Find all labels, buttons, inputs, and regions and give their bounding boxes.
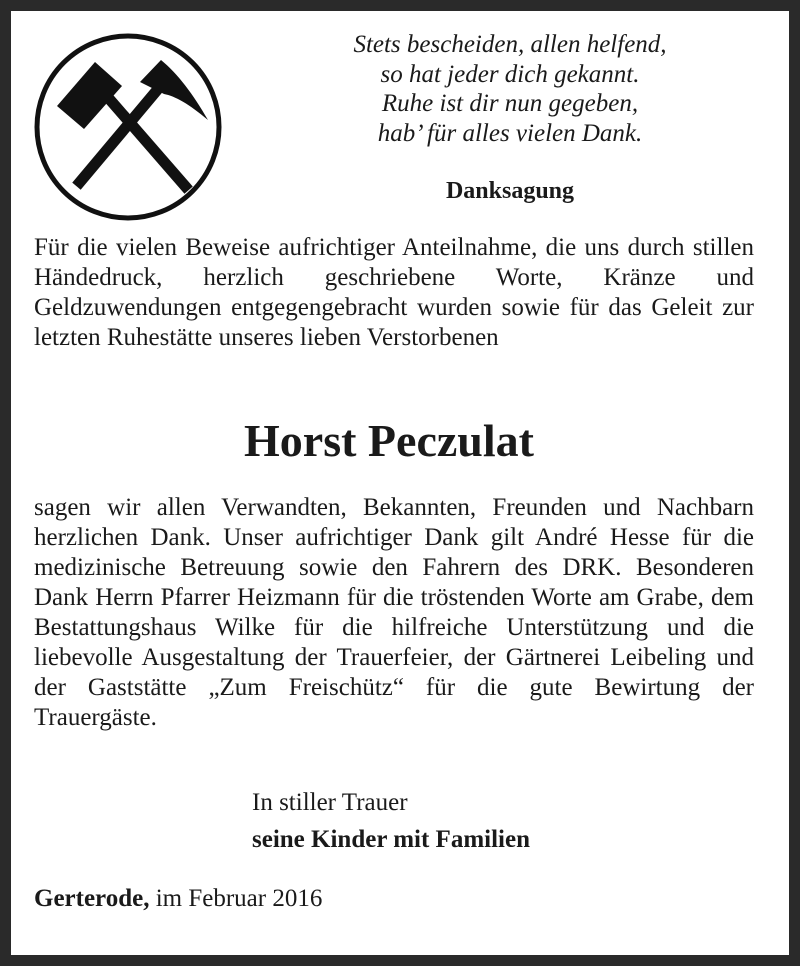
place-date (34, 884, 322, 914)
poem-line: Stets bescheiden, allen helfend, (353, 31, 667, 58)
poem-line: hab’ für alles vielen Dank. (377, 119, 643, 147)
place: Gerterode, (34, 885, 150, 912)
heading: Danksagung (445, 178, 575, 204)
signature: seine Kinder mit Familien (252, 826, 530, 853)
thanks-paragraph-2: sagen wir allen Verwandten, Bekannten, Freunden und Nachbarn herzlichen Dank. Unser aufrichtiger Dank gilt André Hesse für die medizinische Betreuung sowie den Fahrern des DRK. Besonderen Dank Herrn Pfarrer Heizmann für die tröstenden Worte am Grabe, dem Bestattungshaus Wilke für die hilfreiche Unterstützung und die liebevolle Ausgestaltung der Trauerfeier, der Gärtnerei Leibeling und der Gaststätte „Zum Freischütz“ für die gute Bewirtung der Trauergäste. (34, 494, 754, 731)
date: im Februar 2016 (155, 885, 323, 912)
poem-line: Ruhe ist dir nun gegeben, (381, 90, 639, 117)
deceased-name: Horst Peczulat (244, 415, 534, 466)
poem-line: so hat jeder dich gekannt. (380, 60, 640, 88)
poem (270, 30, 750, 148)
hammer-and-pick-icon (33, 32, 223, 222)
thanks-paragraph-1: Für die vielen Beweise aufrichtiger Anteilnahme, die uns durch stillen Händedruck, herzlich geschriebene Worte, Kränze und Geldzuwendungen entgegengebracht wurden sowie für das Geleit zur letzten Ruhestätte unseres lieben Verstorbenen (34, 234, 754, 351)
mourning-line: In stiller Trauer (252, 789, 408, 816)
